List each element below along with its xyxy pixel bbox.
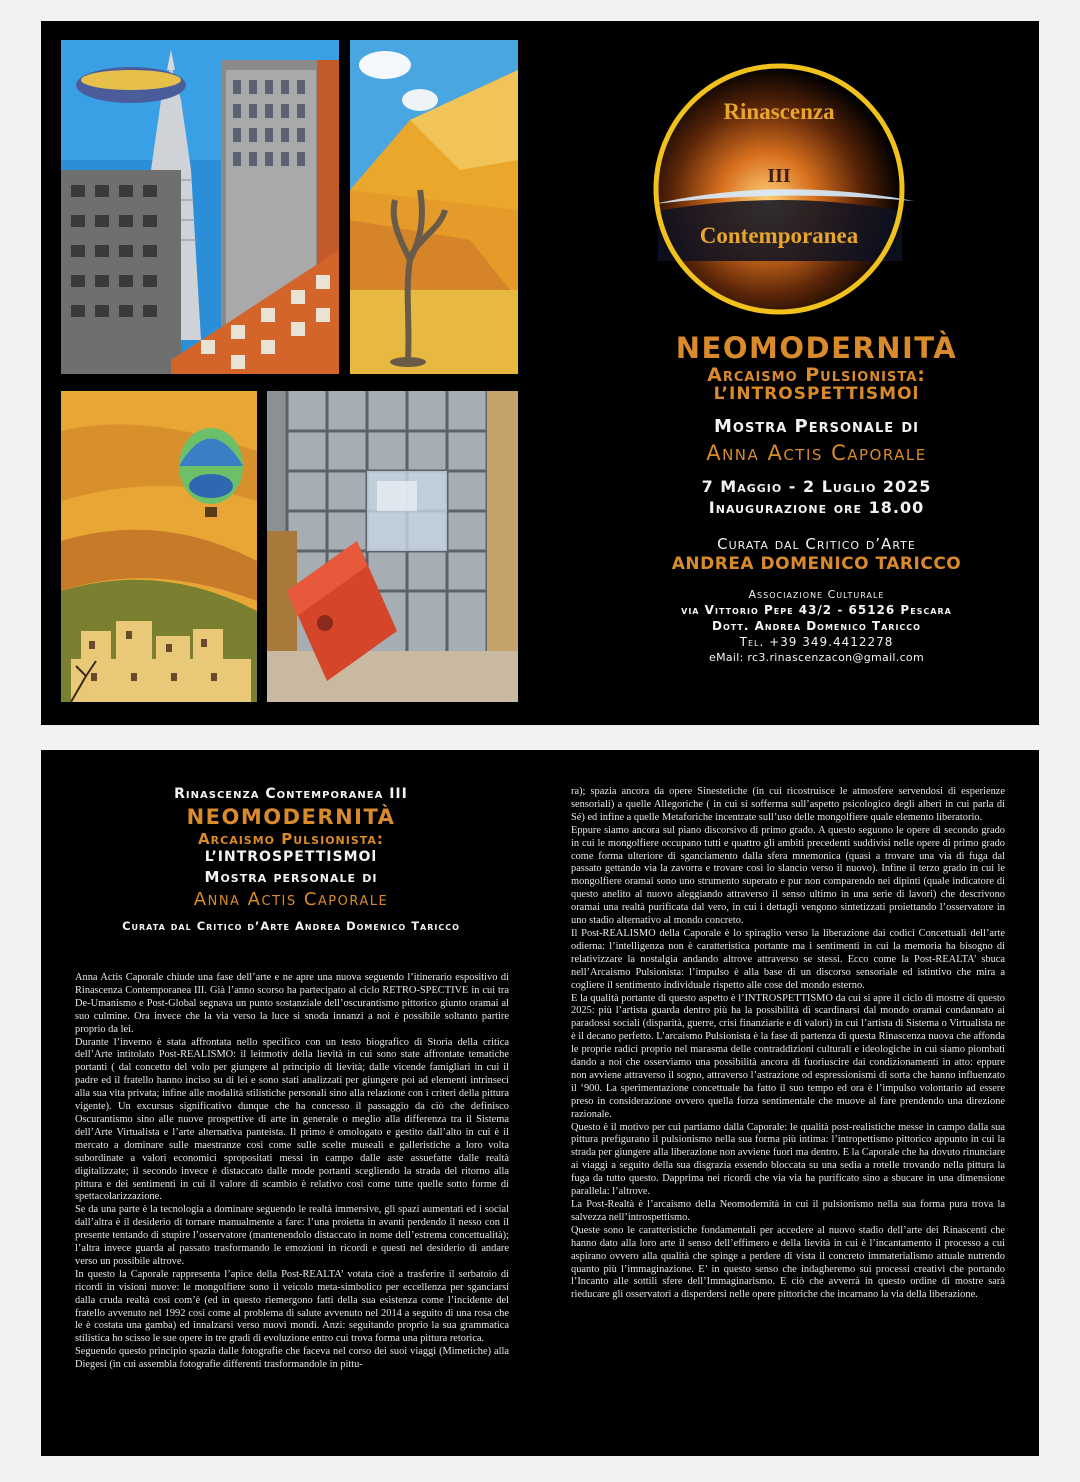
right-paragraph: La Post-Realtà è l’arcaismo della Neomodernità in cui il pulsionismo nella sua forma pura trova la salvezza nell’introspettismo. bbox=[571, 1199, 1005, 1223]
painting-red-cube bbox=[267, 391, 518, 702]
rinascenza-logo bbox=[634, 61, 914, 321]
brochure-heading: Rinascenza Contemporanea III bbox=[174, 786, 408, 802]
poster-title: NEOMODERNITÀ bbox=[675, 331, 958, 365]
poster-show-label: Mostra Personale di bbox=[713, 416, 920, 437]
right-paragraph: Queste sono le caratteristiche fondamentali per accedere al nuovo stadio dell’arte dei Rinascenti che hanno dato alla loro arte il senso dell’effimero e della lievità in cui è l’incantamento il processo a cui aspirano ovvero alla qualità che spinge a perdere di vista il concreto immaterialismo attuale nutrendo quanto più l’immaginazione. E’ in questo senso che indagheremo sui processi creativi che portando l’Incanto alle sottili sfere dell’Immaginarismo. E ciò che avverrà in questo ordine di mostre sarà rieducare gli osservatori a disperdersi nelle opere pittoriche che incarnano la via della liberazione. bbox=[571, 1224, 1005, 1301]
poster-opening: Inaugurazione ore 18.00 bbox=[708, 498, 925, 517]
left-paragraph: Anna Actis Caporale chiude una fase dell’arte e ne apre una nuova seguendo l’itinerario espositivo di Rinascenza Contemporanea III. Già l’anno scorso ha partecipato al ciclo RETRO-SPECTIVE in cui tra De-Umanismo e Post-Global segnava un punto sostanziale dell’oscurantismo pittorico giunto oramai al suo culmine. Ora invece che la via verso la luce si snoda innanzi a noi è possibile soltanto partire proprio da lei. bbox=[75, 972, 509, 1035]
logo-line2: III bbox=[767, 165, 791, 187]
logo-line3: Contemporanea bbox=[699, 223, 859, 248]
left-paragraph: Durante l’inverno è stata affrontata nello specifico con un testo biografico di Storia della critica dell’Arte intitolato Post-REALISMO: il leitmotiv della lievità in cui sono state affrontate tematiche portanti ( dal concetto del volo per giungere al principio di lievità; dalle vicende famigliari in cui il padre ed il fratello hanno inciso su di lei e sono stati analizzati per giungere poi ad elementi intrinseci alla sua vita privata; infine alle modalità stilistiche personali sino alla relazione con i criteri della pittura vigente). Un excursus significativo dunque che ha concesso il passaggio da ciò che definisco Oscurantismo sino alle nuove prospettive di arte in generale o meglio alla differenza tra il Sistema dell’Arte Virtualista e l’arte alternativa panteista. Il primo è omologato e gestito dall’alto in cui è il mercato a dominare sulle maestranze così come sulle scelte museali e galleristiche a loro volta subordinate a valori economici spropositati messi in campo dalle aste assuefatte dalle realtà digitalizzate; il secondo invece è distaccato dalle mode portanti scegliendo la strada del ritorno alla pittura e dei sentimenti in cui il valore di scambio è relativo così come tutte quelle sotto forme di spettacolarizzazione. bbox=[75, 1036, 509, 1203]
brochure-title: NEOMODERNITÀ bbox=[186, 805, 396, 829]
brochure-subtitle1: Arcaismo Pulsionista: bbox=[198, 830, 384, 848]
poster-association: Associazione Culturale bbox=[748, 588, 885, 601]
painting-balloon bbox=[61, 391, 257, 702]
brochure-left-column bbox=[75, 972, 509, 1372]
right-paragraph: ra); spazia ancora da opere Sinestetiche (in cui ricostruisce le atmosfere servendosi di esperienze sensoriali) a quelle Allegoriche ( in cui si sofferma sull’aspetto psicologico degli alberi in cui parla di Sé) ed infine a quelle Metaforiche incentrate sull’uso delle mongolfiere quale elemento liberatorio. bbox=[571, 786, 1005, 823]
poster-subtitle2: L’INTROSPETTISMOl bbox=[713, 384, 920, 404]
right-paragraph: Questo è il motivo per cui partiamo dalla Caporale: le qualità post-realistiche messe in campo dalla sua pittura prefigurano il pulsionismo nella sua forma più intima: l’intropettismo pittorico appunto in cui la strada per giungere alla liberazione non avviene fuori ma dentro. E la Caporale che ha dovuto rinunciare ai viaggi a seguito della sua disgrazia essendo bloccata su una sedia a rotelle trovando nella pittura la fuga da tutto questo. Dapprima nei ricordi che via via ha purificato sino a sbucare in una dimensione parallela: l’altrove. bbox=[571, 1121, 1005, 1198]
poster-address: via Vittorio Pepe 43/2 - 65126 Pescara bbox=[681, 603, 952, 617]
left-paragraph: Se da una parte è la tecnologia a dominare seguendo le realtà immersive, gli spazi aumentati ed i social dall’altra è il desiderio di tornare manualmente a fare: l’una proietta in avanti perdendo il nesso con il presente tentando di stupire l’osservatore (mantenendolo distaccato in nome dell’estrema concettualità); l’altra invece guarda al passato trasformando le emozioni in ricordi e questi nel desiderio di andare verso un possibile altrove. bbox=[75, 1204, 509, 1267]
right-paragraph: E la qualità portante di questo aspetto è l’INTROSPETTISMO da cui si apre il ciclo di mostre di questo 2025: più l’artista guarda dentro più ha la possibilità di scardinarsi dal mondo oramai condannato ai paradossi sociali (disparità, guerre, crisi finanziarie e di valori) in cui l’artista di Sistema o Virtualista ne è il decano perfetto. L’arcaismo Pulsionista è la fase di partenza di questa Rinascenza nuova che affonda le proprie radici proprio nel marasma delle contraddizioni culturali e ideologiche in cui siamo piombati dando a noi che osserviamo una possibilità ancora di fuoriuscire dai condizionamenti in atto: eppure non avviene attraverso il sogno, attraverso l’astrazione od espressionismi di sorta che hanno influenzato il ‘900. La sperimentazione concettuale ha fatto il suo tempo ed ora è l’impulso volontario ad essere preso in considerazione ovvero quella forza sentimentale che muove al fare prendendo una direzione razionale. bbox=[571, 992, 1005, 1120]
painting-skyscrapers bbox=[61, 40, 339, 374]
poster-email: eMail: rc3.rinascenzacon@gmail.com bbox=[709, 651, 924, 664]
poster-curated-label: Curata dal Critico d’Arte bbox=[717, 535, 916, 553]
poster-info bbox=[604, 331, 1029, 664]
poster-dates: 7 Maggio - 2 Luglio 2025 bbox=[701, 477, 932, 496]
brochure-curated-line: Curata dal Critico d’Arte Andrea Domenico Taricco bbox=[122, 919, 460, 933]
poster-curator: ANDREA DOMENICO TARICCO bbox=[671, 554, 962, 574]
painting-desert-tree bbox=[350, 40, 518, 374]
brochure-right-column bbox=[571, 786, 1005, 1302]
poster-panel bbox=[41, 21, 1039, 725]
left-paragraph: In questo la Caporale rappresenta l’apice della Post-REALTA’ votata cioè a trasferire il serbatoio di ricordi in visioni nuove: le mongolfiere sono il veicolo meta-simbolico per eccellenza per sganciarsi dalla cruda realtà così com’è (ed in questo riemergono fatti della sua esistenza come l’incidente del fratello avvenuto nel 1992 così come al problema di salute avvenuto nel 2014 a seguito di una rosa che le è costata una gamba) ed innalzarsi verso nuovi mondi. Anzi: seguitando proprio la sua grammatica stilistica ho scisso le sue opere in tre gradi di evoluzione entro cui trova forma una pittura retorica. bbox=[75, 1268, 509, 1345]
poster-artist: Anna Actis Caporale bbox=[706, 441, 927, 465]
poster-contact-name: Dott. Andrea Domenico Taricco bbox=[712, 619, 921, 633]
right-paragraph: Il Post-REALISMO della Caporale è lo spiraglio verso la liberazione dai codici Concettuali dell’arte odierna: l’intelligenza non è caratteristica portante ma i sentimenti in cui la memoria ha bisogno di relativizzare la nostalgia andando altrove attraverso se stessi. Ecco come la Post-REALTA’ sbuca nell’Arcaismo Pulsionista: l’impulso è alla base di un discorso sensoriale ed istintivo che mira a cogliere il sentimento individuale rispetto alle cose del mondo esterno. bbox=[571, 927, 1005, 991]
brochure-header bbox=[71, 786, 511, 933]
right-paragraph: Eppure siamo ancora sul piano discorsivo di primo grado. A questo seguono le opere di secondo grado in cui le mongolfiere occupano tutti e quattro gli ambiti precedenti suddivisi nelle opere di primo grado come forma ulteriore di sganciamento dalla sfera mnemonica (quasi a trovare una via di fuga dal passato gettando via la zavorra e trovare così lo slancio verso il nuovo). Infine il terzo grado in cui le mongolfiere oramai sono uno strumento superato e pur non comparendo nei dipinti (quale indicatore di questo anelito al nuovo aleggiando attraverso il senso ultimo in una serie di lavori) che descrivono oramai una realtà purificata dal vero, in cui i dettagli vengono sintetizzati proiettando l’osservatore in uno stadio alternativo al mondo concreto. bbox=[571, 824, 1005, 927]
left-paragraph: Seguendo questo principio spazia dalle fotografie che faceva nel corso dei suoi viaggi (Mimetiche) alla Diegesi (in cui assembla fotografie differenti trasformandole in pittu- bbox=[75, 1346, 509, 1371]
poster-subtitle1: Arcaismo Pulsionista: bbox=[707, 364, 926, 386]
logo-line1: Rinascenza bbox=[723, 99, 835, 124]
brochure-show-label: Mostra personale di bbox=[204, 868, 378, 886]
brochure-subtitle2: L’INTROSPETTISMOl bbox=[204, 849, 378, 865]
brochure-panel bbox=[41, 750, 1039, 1456]
brochure-artist: Anna Actis Caporale bbox=[193, 889, 389, 910]
poster-phone: Tel. +39 349.4412278 bbox=[739, 635, 894, 649]
